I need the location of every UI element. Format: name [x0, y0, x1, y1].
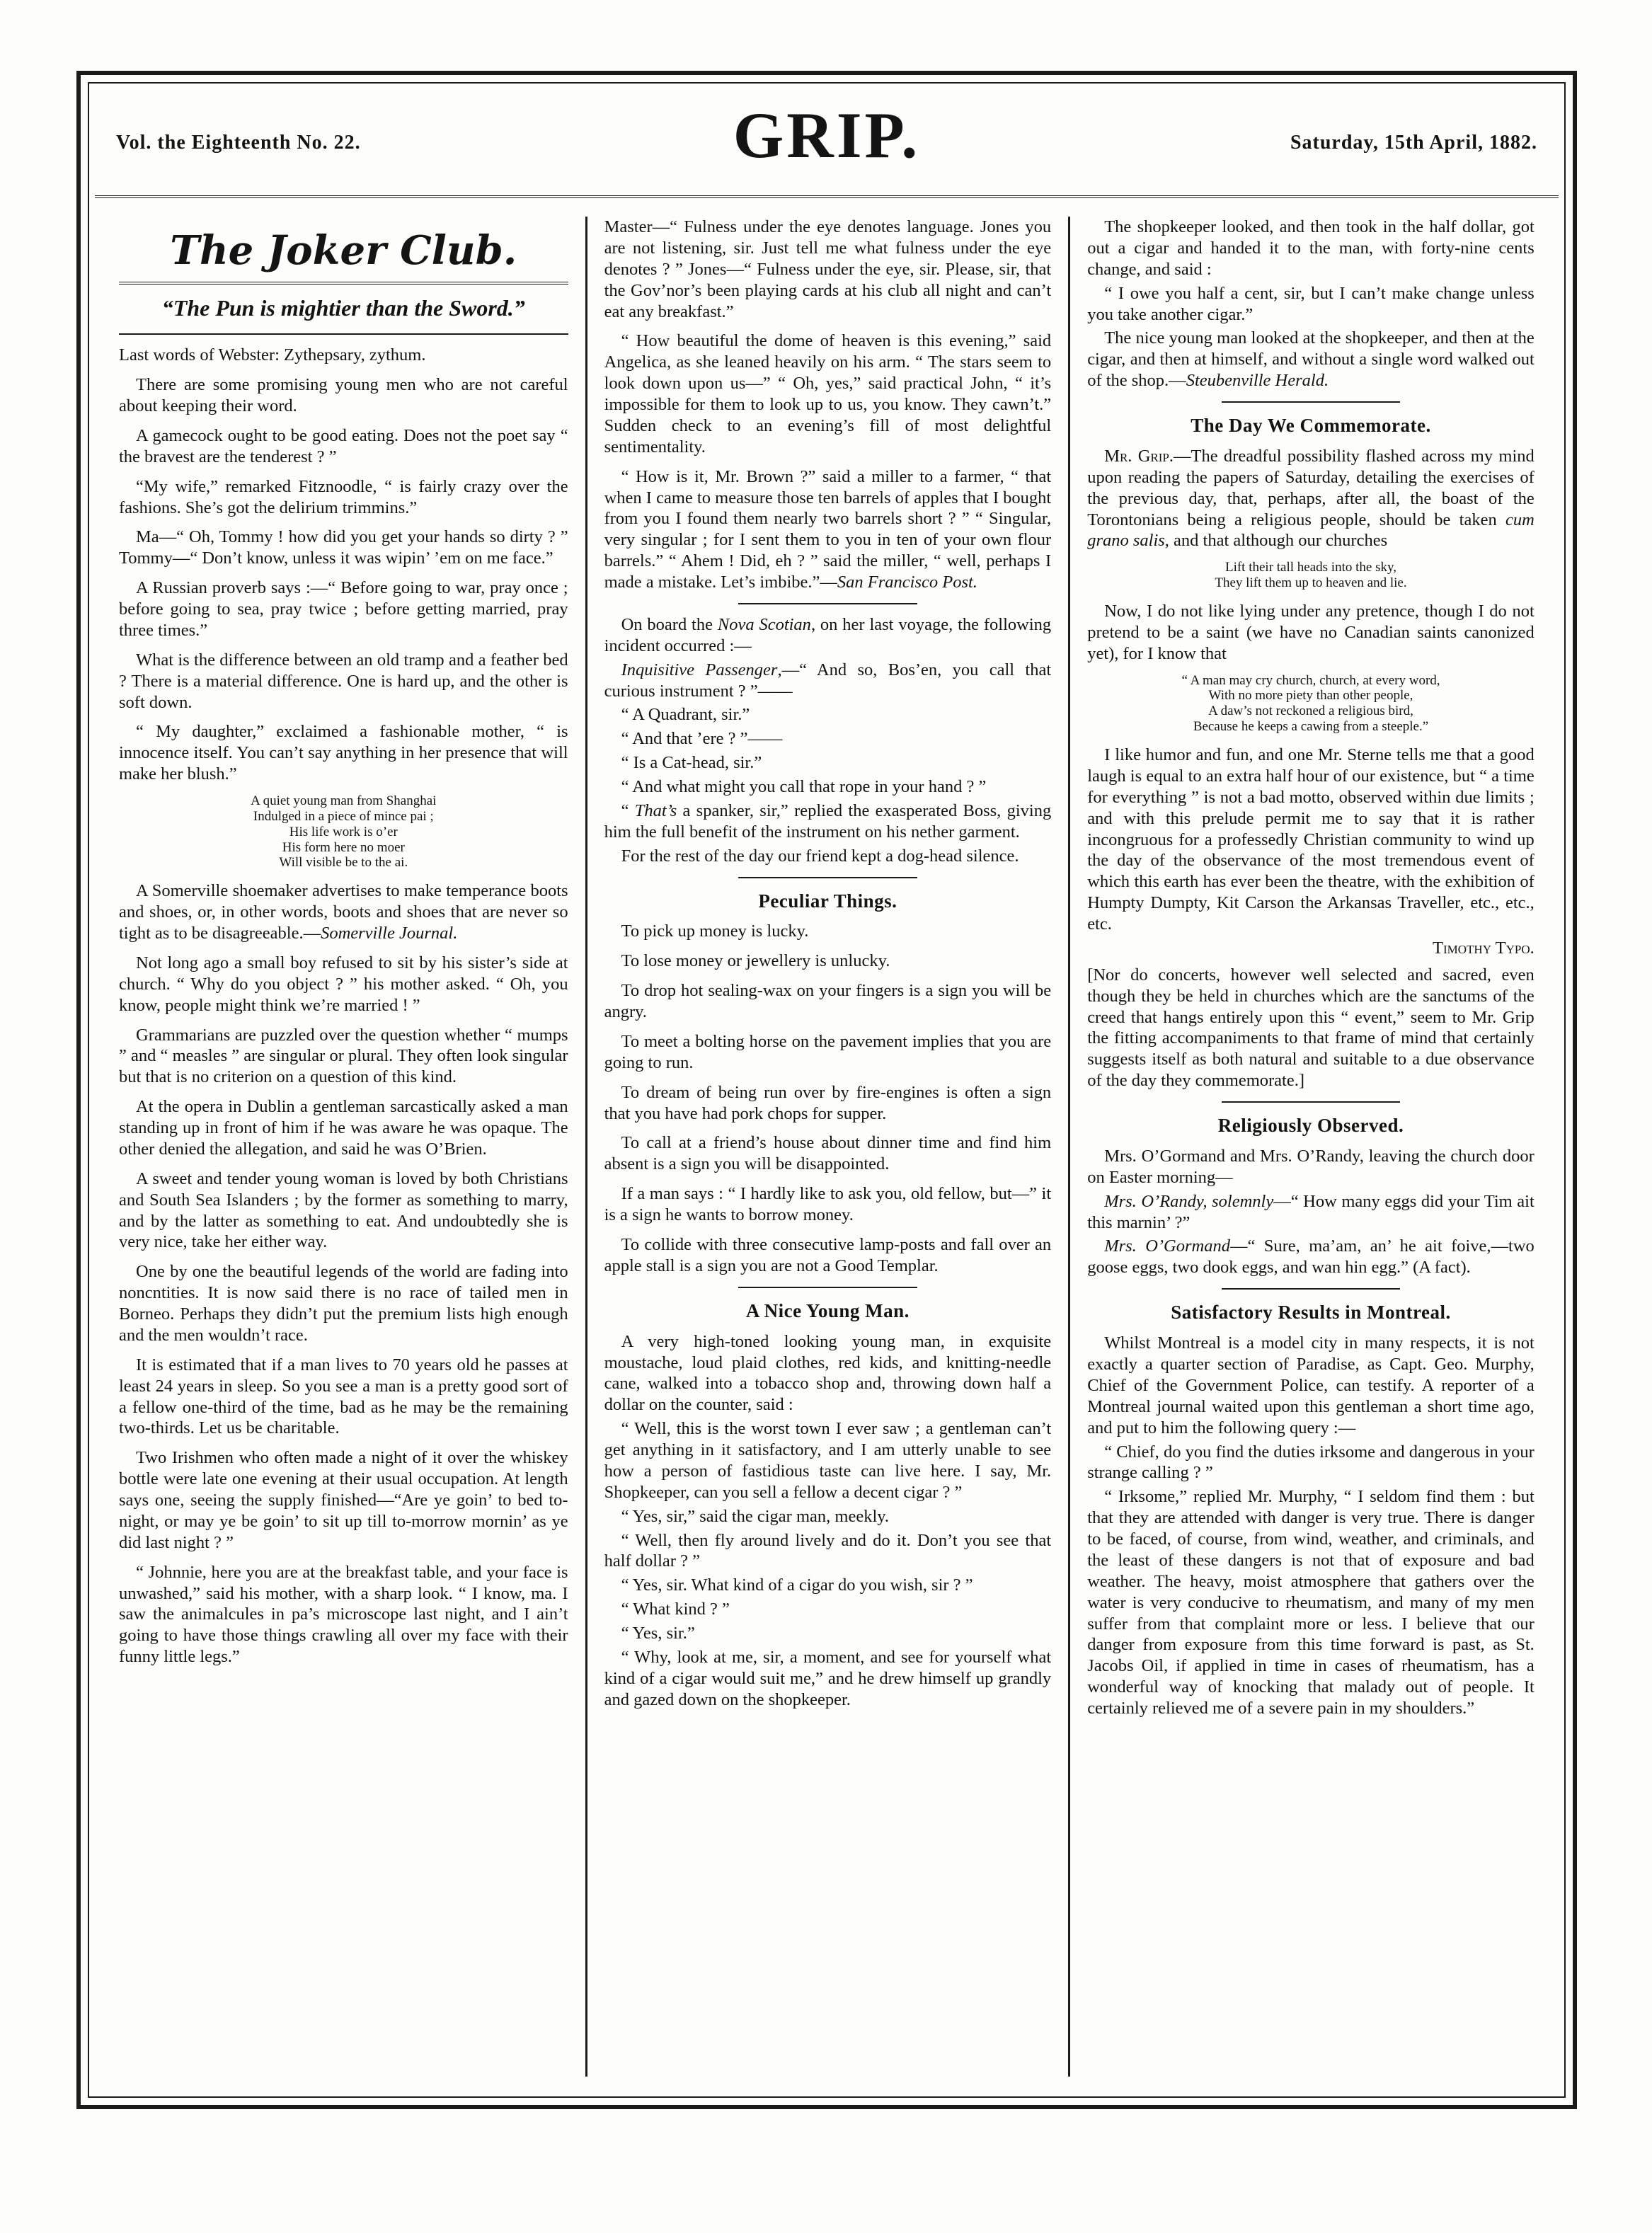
paragraph: “ Irksome,” replied Mr. Murphy, “ I seldom find them : but that they are attended with danger is very true. There is danger to be faced, of course, from wind, weather, and criminals, and the least of these dangers is not that of exposure and bad weather. The heavy, moist atmosphere that gathers over the water is very conducive to rheumatism, and many of my men suffer from that complaint more or less. I believe that our danger from exposure from this time forward is past, as St. Jacobs Oil, if applied in time in cases of rheumatism, has a wonderful way of knocking that malady out of people. It certainly relieved me of a severe pain in my shoulders.” — [1087, 1487, 1535, 1718]
section-heading: A Nice Young Man. — [745, 1299, 910, 1321]
column-3 — [1068, 217, 1551, 2077]
divider — [1222, 1288, 1401, 1290]
paragraph: Now, I do not like lying under any pretence, though I do not pretend to be a saint (we have no Canadian saints canonized yet), for I know that — [1087, 602, 1535, 663]
poem-line: Because he keeps a cawing from a steeple.” — [1193, 719, 1429, 735]
paragraph: “ My daughter,” exclaimed a fashionable mother, “ is innocence itself. You can’t say anything in her presence that will make her blush.” — [119, 722, 568, 784]
paragraph: “ Johnnie, here you are at the breakfast table, and your face is unwashed,” said his mother, with a sharp look. “ I know, ma. I saw the animalcules in pa’s microscope last night, and I ain’t going to have those things crawling all over my face with their funny little legs.” — [119, 1562, 568, 1667]
paragraph: “ And that ’ere ? ”—— — [621, 729, 783, 749]
divider — [738, 603, 917, 604]
paragraph: Not long ago a small boy refused to sit by his sister’s side at church. “ Why do you object ? ” his mother asked. “ Oh, you know, people might think we’re married ! ” — [119, 953, 568, 1015]
paragraph: Whilst Montreal is a model city in many respects, it is not exactly a quarter section of Paradise, as Capt. Geo. Murphy, Chief of the Government Police, can testify. A reporter of a Montreal journal waited upon this gentleman a short time ago, and put to him the following query :— — [1087, 1333, 1535, 1437]
paragraph — [1087, 446, 1535, 551]
paragraph: Ma—“ Oh, Tommy ! how did you get your hands so dirty ? ” Tommy—“ Don’t know, unless it was wipin’ ’em on me face.” — [119, 527, 568, 568]
paragraph: One by one the beautiful legends of the world are fading into noncntities. It is now said there is no race of tailed men in Borneo. Perhaps they didn’t put the premium lists high enough and the men wouldn’t race. — [119, 1262, 568, 1345]
column-1 — [102, 217, 585, 2077]
section-heading: Religiously Observed. — [1217, 1115, 1404, 1136]
paragraph-text: “ How is it, Mr. Brown ?” said a miller to a farmer, “ that when I came to measure those ten barrels of apples that I bought from you I found them nearly two barrels short ? ” “ Singular, very singular ; for I sent them to you in ten of your own flour barrels.” “ Ahem ! Did, eh ? ” said the miller, “ well, perhaps I made a mistake. Let’s imbibe.”— — [604, 466, 1052, 592]
paragraph-text: , and that although our churches — [1164, 531, 1388, 551]
section-heading: Satisfactory Results in Montreal. — [1171, 1302, 1451, 1324]
paragraph: “ Is a Cat-head, sir.” — [621, 753, 762, 773]
section-motto: “The Pun is mightier than the Sword.” — [119, 282, 568, 335]
verse-quote — [1087, 560, 1535, 591]
paragraph: To meet a bolting horse on the pavement implies that you are going to run. — [604, 1031, 1052, 1072]
divider — [1222, 1101, 1401, 1103]
source-credit: San Francisco Post. — [837, 573, 977, 592]
salutation: Mr. Grip. — [1104, 446, 1174, 466]
paragraph: “ That’s a spanker, sir,” replied the exasperated Boss, giving him the full benefit of the instrument on his nether garment. — [604, 800, 1052, 842]
verse-quote — [1087, 673, 1535, 735]
paragraph: If a man says : “ I hardly like to ask you, old fellow, but—” it is a sign he wants to borrow money. — [604, 1184, 1052, 1225]
paragraph: At the opera in Dublin a gentleman sarcastically asked a man standing up in front of him if he was aware he was opaque. The other denied the allegation, and said he was O’Brien. — [119, 1097, 568, 1159]
paragraph: “ Yes, sir,” said the cigar man, meekly. — [621, 1506, 890, 1526]
paragraph-text: —“ How many eggs did your Tim ait this marnin’ ?” — [1087, 1191, 1535, 1232]
paragraph: A gamecock ought to be good eating. Does not the poet say “ the bravest are the tenderest ? ” — [119, 425, 568, 466]
speaker: Mrs. O’Gormand — [1104, 1236, 1230, 1256]
paragraph: Master—“ Fulness under the eye denotes language. Jones you are not listening, sir. Just tell me what fulness under the eye denotes ? ” Jones—“ Fulness under the eye, sir. Please, sir, that the Gov’nor’s been playing cards at his club all night and can’t eat any breakfast.” — [604, 217, 1052, 321]
paragraph: “ Well, this is the worst town I ever saw ; a gentleman can’t get anything in it satisfactory, and I am utterly unable to see how a person of fastidious taste can live here. I say, Mr. Shopkeeper, can you sell a fellow a decent cigar ? ” — [604, 1419, 1052, 1502]
paragraph: To dream of being run over by fire-engines is often a sign that you have had pork chops for supper. — [604, 1082, 1052, 1123]
poem-line: “ A man may cry church, church, at every word, — [1181, 672, 1440, 688]
paragraph: To drop hot sealing-wax on your fingers is a sign you will be angry. — [604, 981, 1052, 1022]
paragraph — [1087, 1191, 1535, 1234]
limerick — [119, 793, 568, 871]
paragraph: Grammarians are puzzled over the question whether “ mumps ” and “ measles ” are singular or plural. They often look singular but that is no criterion on a question of this kind. — [119, 1025, 568, 1087]
paragraph: Mrs. O’Gormand and Mrs. O’Randy, leaving the church door on Easter morning— — [1087, 1146, 1535, 1187]
poem-line: With no more piety than other people, — [1208, 688, 1413, 704]
section-title: The Joker Club. — [170, 227, 517, 274]
paragraph: “ I owe you half a cent, sir, but I can’t make change unless you take another cigar.” — [1087, 283, 1535, 324]
poem-line: His form here no moer — [282, 839, 405, 855]
poem-line: His life work is o’er — [289, 824, 398, 839]
paragraph: Two Irishmen who often made a night of it over the whiskey bottle were late one evening at their usual occupation. At length says one, seeing the supply finished—“Are ye goin’ to bed to-night, or may ye be goin’ to sit up till to-morrow mornin’ as ye did last night ? ” — [119, 1448, 568, 1552]
newspaper-title: GRIP. — [733, 99, 921, 171]
paragraph-text: —The dreadful possibility flashed across my mind upon reading the papers of Saturday, detailing the exercises of the previous day, that, perhaps, after all, the boast of the Torontonians being a religious people, should be taken — [1087, 446, 1535, 529]
paragraph: A very high-toned looking young man, in exquisite moustache, loud plaid clothes, red kids, and knitting-needle cane, walked into a tobacco shop and, throwing down half a dollar on the counter, said : — [604, 1331, 1052, 1415]
paragraph-text: , on her last voyage, the following incident occurred :— — [604, 614, 1052, 655]
poem-line: A quiet young man from Shanghai — [251, 793, 437, 809]
section-heading: Peculiar Things. — [758, 890, 897, 912]
column-2 — [585, 217, 1069, 2077]
paragraph-text: ,—“ And so, Bos’en, you call that curious instrument ? ”—— — [604, 660, 1052, 701]
paragraph: “ Chief, do you find the duties irksome and dangerous in your strange calling ? ” — [1087, 1442, 1535, 1483]
paragraph — [1087, 1236, 1535, 1278]
paragraph: It is estimated that if a man lives to 70 years old he passes at least 24 years in sleep. So you see a man is a pretty good sort of a fellow one-third of the time, bad as he may be the remaining two-thirds. Let us be charitable. — [119, 1355, 568, 1438]
ship-name: Nova Scotian — [717, 614, 811, 634]
paragraph: To pick up money is lucky. — [621, 922, 809, 941]
paragraph-text: a spanker, sir,” replied the exasperated Boss, giving him the full benefit of the instrument on his nether garment. — [604, 800, 1052, 842]
paragraph: “My wife,” remarked Fitznoodle, “ is fairly crazy over the fashions. She’s got the delirium trimmins.” — [119, 476, 568, 517]
paragraph: “ How beautiful the dome of heaven is this evening,” said Angelica, as she leaned heavily on his arm. “ The stars seem to look down upon us—” “ Oh, yes,” said practical John, “ it’s impossible for them to look up to us, you know. They cawn’t.” Sudden check to an evening’s fill of most delightful sentimentality. — [604, 331, 1052, 457]
paragraph: “ And what might you call that rope in your hand ? ” — [621, 777, 987, 796]
divider — [738, 1287, 917, 1288]
paragraph: For the rest of the day our friend kept a dog-head silence. — [621, 846, 1019, 866]
divider — [1222, 401, 1401, 403]
volume-number: Vol. the Eighteenth No. 22. — [116, 132, 361, 154]
paragraph: There are some promising young men who are not careful about keeping their word. — [119, 375, 568, 416]
speaker: Mrs. O’Randy, solemnly — [1104, 1191, 1274, 1211]
paragraph: A Russian proverb says :—“ Before going to war, pray once ; before going to sea, pray twice ; before getting married, pray three times.” — [119, 578, 568, 640]
paragraph-text: The nice young man looked at the shopkeeper, and then at the cigar, and then at himself, and without a single word walked out of the shop.— — [1087, 328, 1535, 391]
paragraph — [1087, 328, 1535, 391]
speaker: Inquisitive Passenger — [621, 660, 778, 679]
columns — [102, 217, 1551, 2077]
source-credit: Steubenville Herald. — [1186, 371, 1329, 391]
paragraph-text: On board the — [621, 614, 718, 634]
paragraph: A sweet and tender young woman is loved by both Christians and South Sea Islanders ; by the former as something to marry, and by the latter as something to eat. And undoubtedly she is very nice, take her either way. — [119, 1169, 568, 1252]
issue-date: Saturday, 15th April, 1882. — [1290, 132, 1537, 154]
poem-line: A daw’s not reckoned a religious bird, — [1208, 704, 1413, 719]
source-credit: Somerville Journal. — [321, 924, 458, 943]
paragraph: “ A Quadrant, sir.” — [621, 705, 750, 725]
newspaper-page — [76, 71, 1577, 2109]
signature: Timothy Typo. — [1433, 938, 1535, 958]
paragraph: To lose money or jewellery is unlucky. — [621, 951, 890, 971]
paragraph: “ Yes, sir.” — [621, 1624, 695, 1643]
paragraph: To call at a friend’s house about dinner time and find him absent is a sign you will be disappointed. — [604, 1133, 1052, 1174]
paragraph: “ What kind ? ” — [621, 1600, 730, 1619]
paragraph — [119, 880, 568, 944]
poem-line: They lift them up to heaven and lie. — [1215, 575, 1407, 591]
section-heading: The Day We Commemorate. — [1191, 415, 1431, 436]
paragraph: What is the difference between an old tramp and a feather bed ? There is a material difference. One is hard up, and the other is soft down. — [119, 650, 568, 712]
paragraph: “ Well, then fly around lively and do it. Don’t you see that half dollar ? ” — [604, 1530, 1052, 1571]
masthead — [95, 89, 1559, 198]
poem-line: Lift their tall heads into the sky, — [1224, 560, 1396, 575]
paragraph: “ Yes, sir. What kind of a cigar do you wish, sir ? ” — [621, 1575, 973, 1595]
paragraph-text: —“ Sure, ma’am, an’ he ait foive,—two goose eggs, two dook eggs, and wan hin egg.” (A fact). — [1087, 1236, 1535, 1278]
poem-line: Indulged in a piece of mince pai ; — [253, 808, 434, 824]
latin-phrase: cum grano salis — [1087, 510, 1535, 551]
paragraph: [Nor do concerts, however well selected and sacred, even though they be held in churches which are the sanctums of the creed that hangs entirely upon this “ event,” seem to Mr. Grip the fitting accompaniments to that frame of mind that certainly suggests itself as both natural and suitable to a due observance of the day they commemorate.] — [1087, 965, 1535, 1091]
paragraph — [604, 466, 1052, 593]
divider — [738, 877, 917, 878]
emphasis: That’s — [634, 800, 677, 820]
paragraph: To collide with three consecutive lamp-posts and fall over an apple stall is a sign you are not a Good Templar. — [604, 1234, 1052, 1275]
paragraph: The shopkeeper looked, and then took in the half dollar, got out a cigar and handed it to the man, with forty-nine cents change, and said : — [1087, 217, 1535, 279]
poem-line: Will visible be to the ai. — [279, 855, 408, 871]
paragraph: “ Why, look at me, sir, a moment, and see for yourself what kind of a cigar would suit me,” and he drew himself up grandly and gazed down on the shopkeeper. — [604, 1647, 1052, 1709]
paragraph: I like humor and fun, and one Mr. Sterne tells me that a good laugh is equal to an extra half hour of our existence, but “ a time for everything ” is not a bad motto, observed within due limits ; and with this prelude permit me to say that it is rather incongruous for a professedly Christian community to wind up the day of the observance of the most tremendous event of which this earth has ever been the theatre, with the exhibition of Humpty Dumpty, Kit Carson the Arkansas Traveller, etc., etc., etc. — [1087, 745, 1535, 934]
paragraph-text: A Somerville shoemaker advertises to make temperance boots and shoes, or, in other words, boots and shoes that are never so tight as to be disagreeable.— — [119, 881, 568, 943]
paragraph — [604, 614, 1052, 657]
paragraph — [604, 660, 1052, 702]
paragraph: Last words of Webster: Zythepsary, zythum. — [119, 345, 426, 365]
